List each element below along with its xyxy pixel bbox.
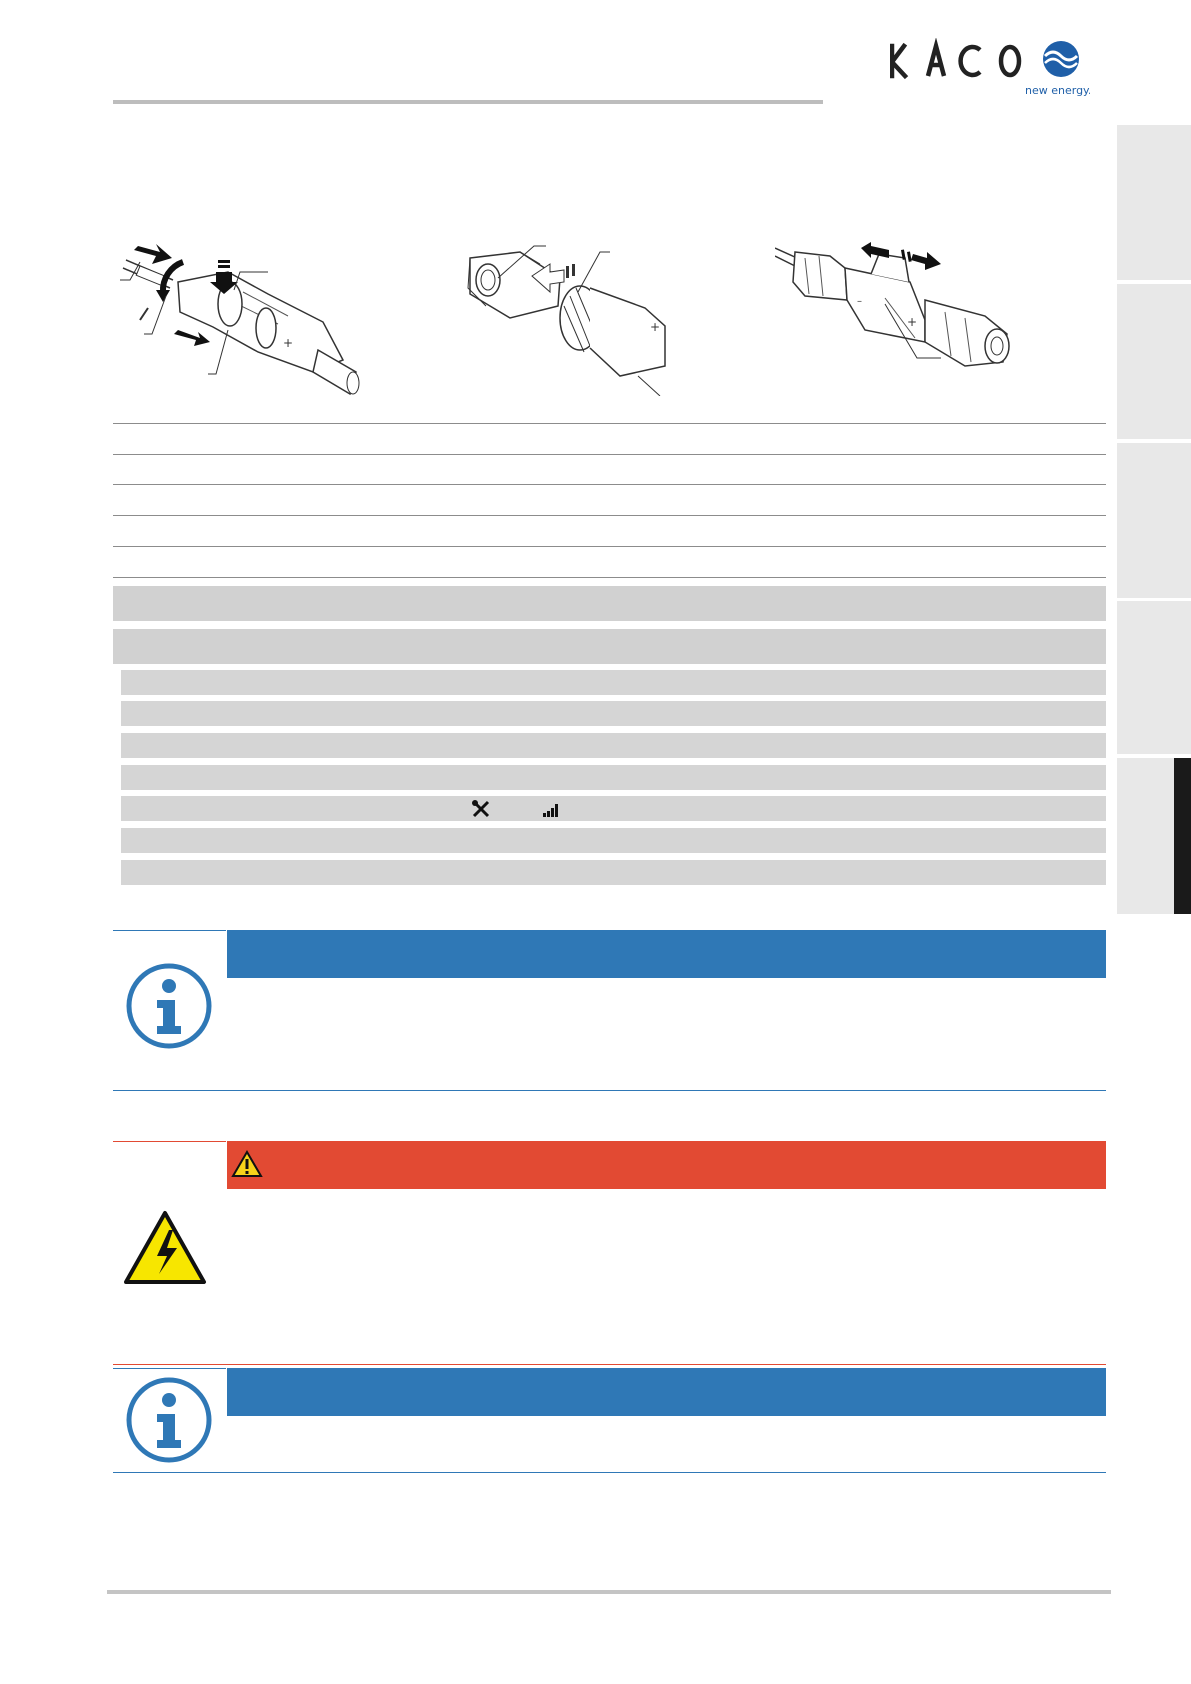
warning-header-bar (227, 1141, 1106, 1189)
list-item (121, 828, 1106, 853)
list-item (121, 860, 1106, 885)
electric-shock-warning-icon (123, 1210, 207, 1286)
info-icon (125, 962, 213, 1050)
svg-text:+: + (907, 315, 918, 329)
side-tab-4[interactable] (1117, 601, 1191, 754)
table-row (113, 423, 1106, 455)
note-bottom-line (113, 1090, 1106, 1091)
warning-bottom-line (113, 1364, 1106, 1365)
list-item (121, 701, 1106, 726)
connector-plugged-illustration (775, 238, 1025, 398)
signal-bars-icon (542, 802, 560, 818)
warning-triangle-icon (231, 1150, 263, 1178)
tool-icon (471, 799, 491, 819)
warning-top-line (113, 1141, 226, 1142)
footer-rule (107, 1590, 1111, 1594)
kaco-logo-graphic (890, 38, 1090, 100)
svg-text:–: – (857, 296, 862, 307)
note-bottom-line (113, 1472, 1106, 1473)
table-row (113, 516, 1106, 547)
side-tab-1[interactable] (1117, 125, 1191, 280)
svg-text:+: + (283, 336, 294, 350)
list-item (121, 670, 1106, 695)
list-item (121, 796, 1106, 821)
header-rule (113, 100, 823, 104)
connector-assembly-illustration (118, 232, 368, 408)
table-row (113, 454, 1106, 485)
side-tab-active-indicator (1174, 758, 1191, 914)
brand-tagline: new energy. (1025, 84, 1090, 97)
table-row (113, 547, 1106, 578)
note-top-line (113, 930, 226, 931)
note-top-line (113, 1368, 226, 1369)
side-tab-2[interactable] (1117, 284, 1191, 439)
note-header-bar (227, 1368, 1106, 1416)
list-item (121, 733, 1106, 758)
section-heading-bar (113, 629, 1106, 664)
note-header-bar (227, 930, 1106, 978)
kaco-logo (890, 38, 1090, 100)
list-item (121, 765, 1106, 790)
svg-text:+: + (650, 320, 661, 334)
table-row (113, 485, 1106, 516)
side-tab-3[interactable] (1117, 443, 1191, 598)
section-heading-bar (113, 586, 1106, 621)
info-icon (125, 1376, 213, 1464)
connector-nut-tightening-illustration (460, 236, 670, 396)
